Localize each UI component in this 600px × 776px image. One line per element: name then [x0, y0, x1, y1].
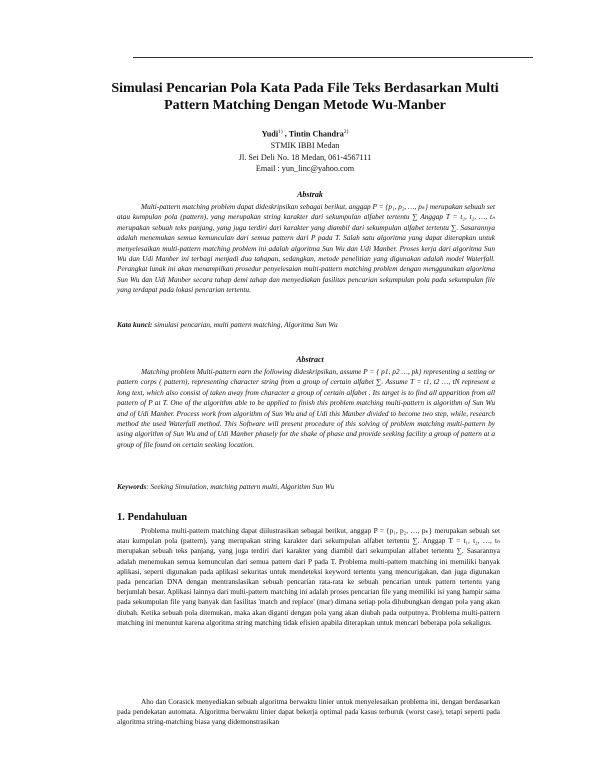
- keywords: [117, 482, 495, 492]
- keywords-label: Keywords: [117, 482, 147, 491]
- author-separator: ,: [282, 129, 289, 139]
- kata-kunci-label: Kata kunci:: [117, 320, 153, 329]
- body-paragraph-2: Aho dan Corasick menyediakan sebuah algoritma berwaktu linier untuk menyelesaikan problema ini, dengan berdasarkan pada pendekatan automata. Algoritma berwaktu linier dapat bekerja optimal pada kasus terburuk (worst case), tetapi seperti pada algoritma string-matching biasa yang didemonstrasikan: [117, 697, 500, 727]
- abstract-heading: Abstract: [296, 355, 324, 364]
- author-block: [140, 127, 470, 175]
- section-heading: 1. Pendahuluan: [117, 512, 188, 523]
- abstrak-heading: Abstrak: [297, 190, 323, 199]
- affiliation: STMIK IBBI Medan: [270, 141, 340, 151]
- kata-kunci-text: simulasi pencarian, multi pattern matching, Algoritma Sun Wu: [152, 320, 338, 329]
- header-rule: [133, 57, 533, 58]
- keywords-text: : Seeking Simulation, matching pattern multi, Algorithm Sun Wu: [146, 482, 335, 491]
- author-2-mark: 2): [343, 129, 349, 135]
- email: Email : yun_linc@yahoo.com: [255, 164, 355, 174]
- author-2: Tintin Chandra: [288, 129, 344, 139]
- body-paragraph-1: Problema multi-pattern matching dapat diilustrasikan sebagai berikut, anggap P = {p₁, p₂, …, pₖ} merupakan sebuah set atau kumpulan pola (pattern), yang merupakan string karakter dari sekumpulan alfabet tertentu ∑. Anggap T = t₁, t₂, …, tₙ merupakan sebuah teks panjang, yang juga terdiri dari karakter yang diambil dari sekumpulan alfabet tertentu ∑. Sasarannya adalah menemukan semua kemunculan dari semua pattern dari P pada T. Problema multi-pattern matching ini memiliki banyak aplikasi, seperti digunakan pada aplikasi sekuritas untuk mendeteksi keyword tertentu yang mencurigakan, dan juga digunakan pada pencarian DNA dengan mentranslasikan sebuah pencarian rata-rata ke sebuah pencarian untuk pattern tertentu yang berjumlah besar. Aplikasi lainnya dari multi-pattern matching ini adalah proses pencarian file yang memiliki isi yang hampir sama pada sekumpulan file yang banyak dan fasilitas 'match and replace' (mar) dimana setiap pola dihubungkan dengan pola yang akan diubah. Ketika sebuah pola ditemukan, maka akan diganti dengan pola yang akan diubah pada outputnya. Problema multi-pattern matching ini menuntut karena algoritma string matching tidak efisien apabila diterapkan untuk mencari beberapa pola sekaligus.: [117, 526, 500, 627]
- abstract-text: Matching problem Multi-pattern earn the following dideskripsikan, assume P = { p1, p2 …, pk} representing a setting or pattern corps ( pattern), representing character string from a group of certain alfabet ∑. Assume T = t1, t2 …, tN represent a long text, which also consist of taken away from character a group of certain alfabet . Its target is to find all apparition from all pattern of P at T. One of the algorithm able to be applied to finish this problem matching multi-pattern is algorithm of Sun Wu and of Udi Manber. Process work from algorithm of Sun Wu and of Udi this Manber divided to become two step, while, research method the used Waterfall method. This Software will present procedure of this solving of problem matching multi-pattern by using algorithm of Sun Wu and of Udi Manber phasely for the shake of phase and provide seeking facility a group of pattern at a group of file found on certain seeking location.: [117, 367, 495, 449]
- address: Jl. Sei Deli No. 18 Medan, 061-4567111: [238, 152, 372, 162]
- author-1-mark: 1): [278, 129, 283, 135]
- abstrak-text: Multi-pattern matching problem dapat dideskripsikan sebagai berikut, anggap P = {p₁, p₂, …, pₖ} merupakan sebuah set atau kumpulan pola (pattern), yang merupakan string karakter dari sekumpulan alfabet tertentu ∑ Anggap T = t₁, t₂, …, tₙ merupakan sebuah teks panjang, yang juga terdiri dari karakter yang diambil dari sekumpulan alfabet tertentu ∑. Sasarannya adalah menemukan semua kemunculan dari semua pattern dari P pada T. Salah satu algoritma yang dapat diterapkan untuk menyelesaikan multi-pattern matching problem ini adalah algoritma Sun Wu dan Udi Manber. Proses kerja dari algoritma Sun Wu dan Udi Manber ini terbagi menjadi dua tahapan, sedangkan, metode penelitian yang digunakan adalah model Waterfall. Perangkat lunak ini akan menampilkan prosedur penyelesaian multi-pattern matching problem dengan menggunakan algoritma Sun Wu dan Udi Manber secara tahap demi tahap dan menyediakan fasilitas pencarian sekumpulan pola pada sekumpulan file yang terdapat pada lokasi pencarian tertentu.: [117, 202, 495, 295]
- paper-title: Simulasi Pencarian Pola Kata Pada File Teks Berdasarkan Multi Pattern Matching Dengan Metode Wu-Manber: [111, 81, 499, 113]
- author-1: Yudi: [261, 129, 279, 139]
- kata-kunci: [117, 320, 495, 330]
- author-names: [140, 127, 470, 140]
